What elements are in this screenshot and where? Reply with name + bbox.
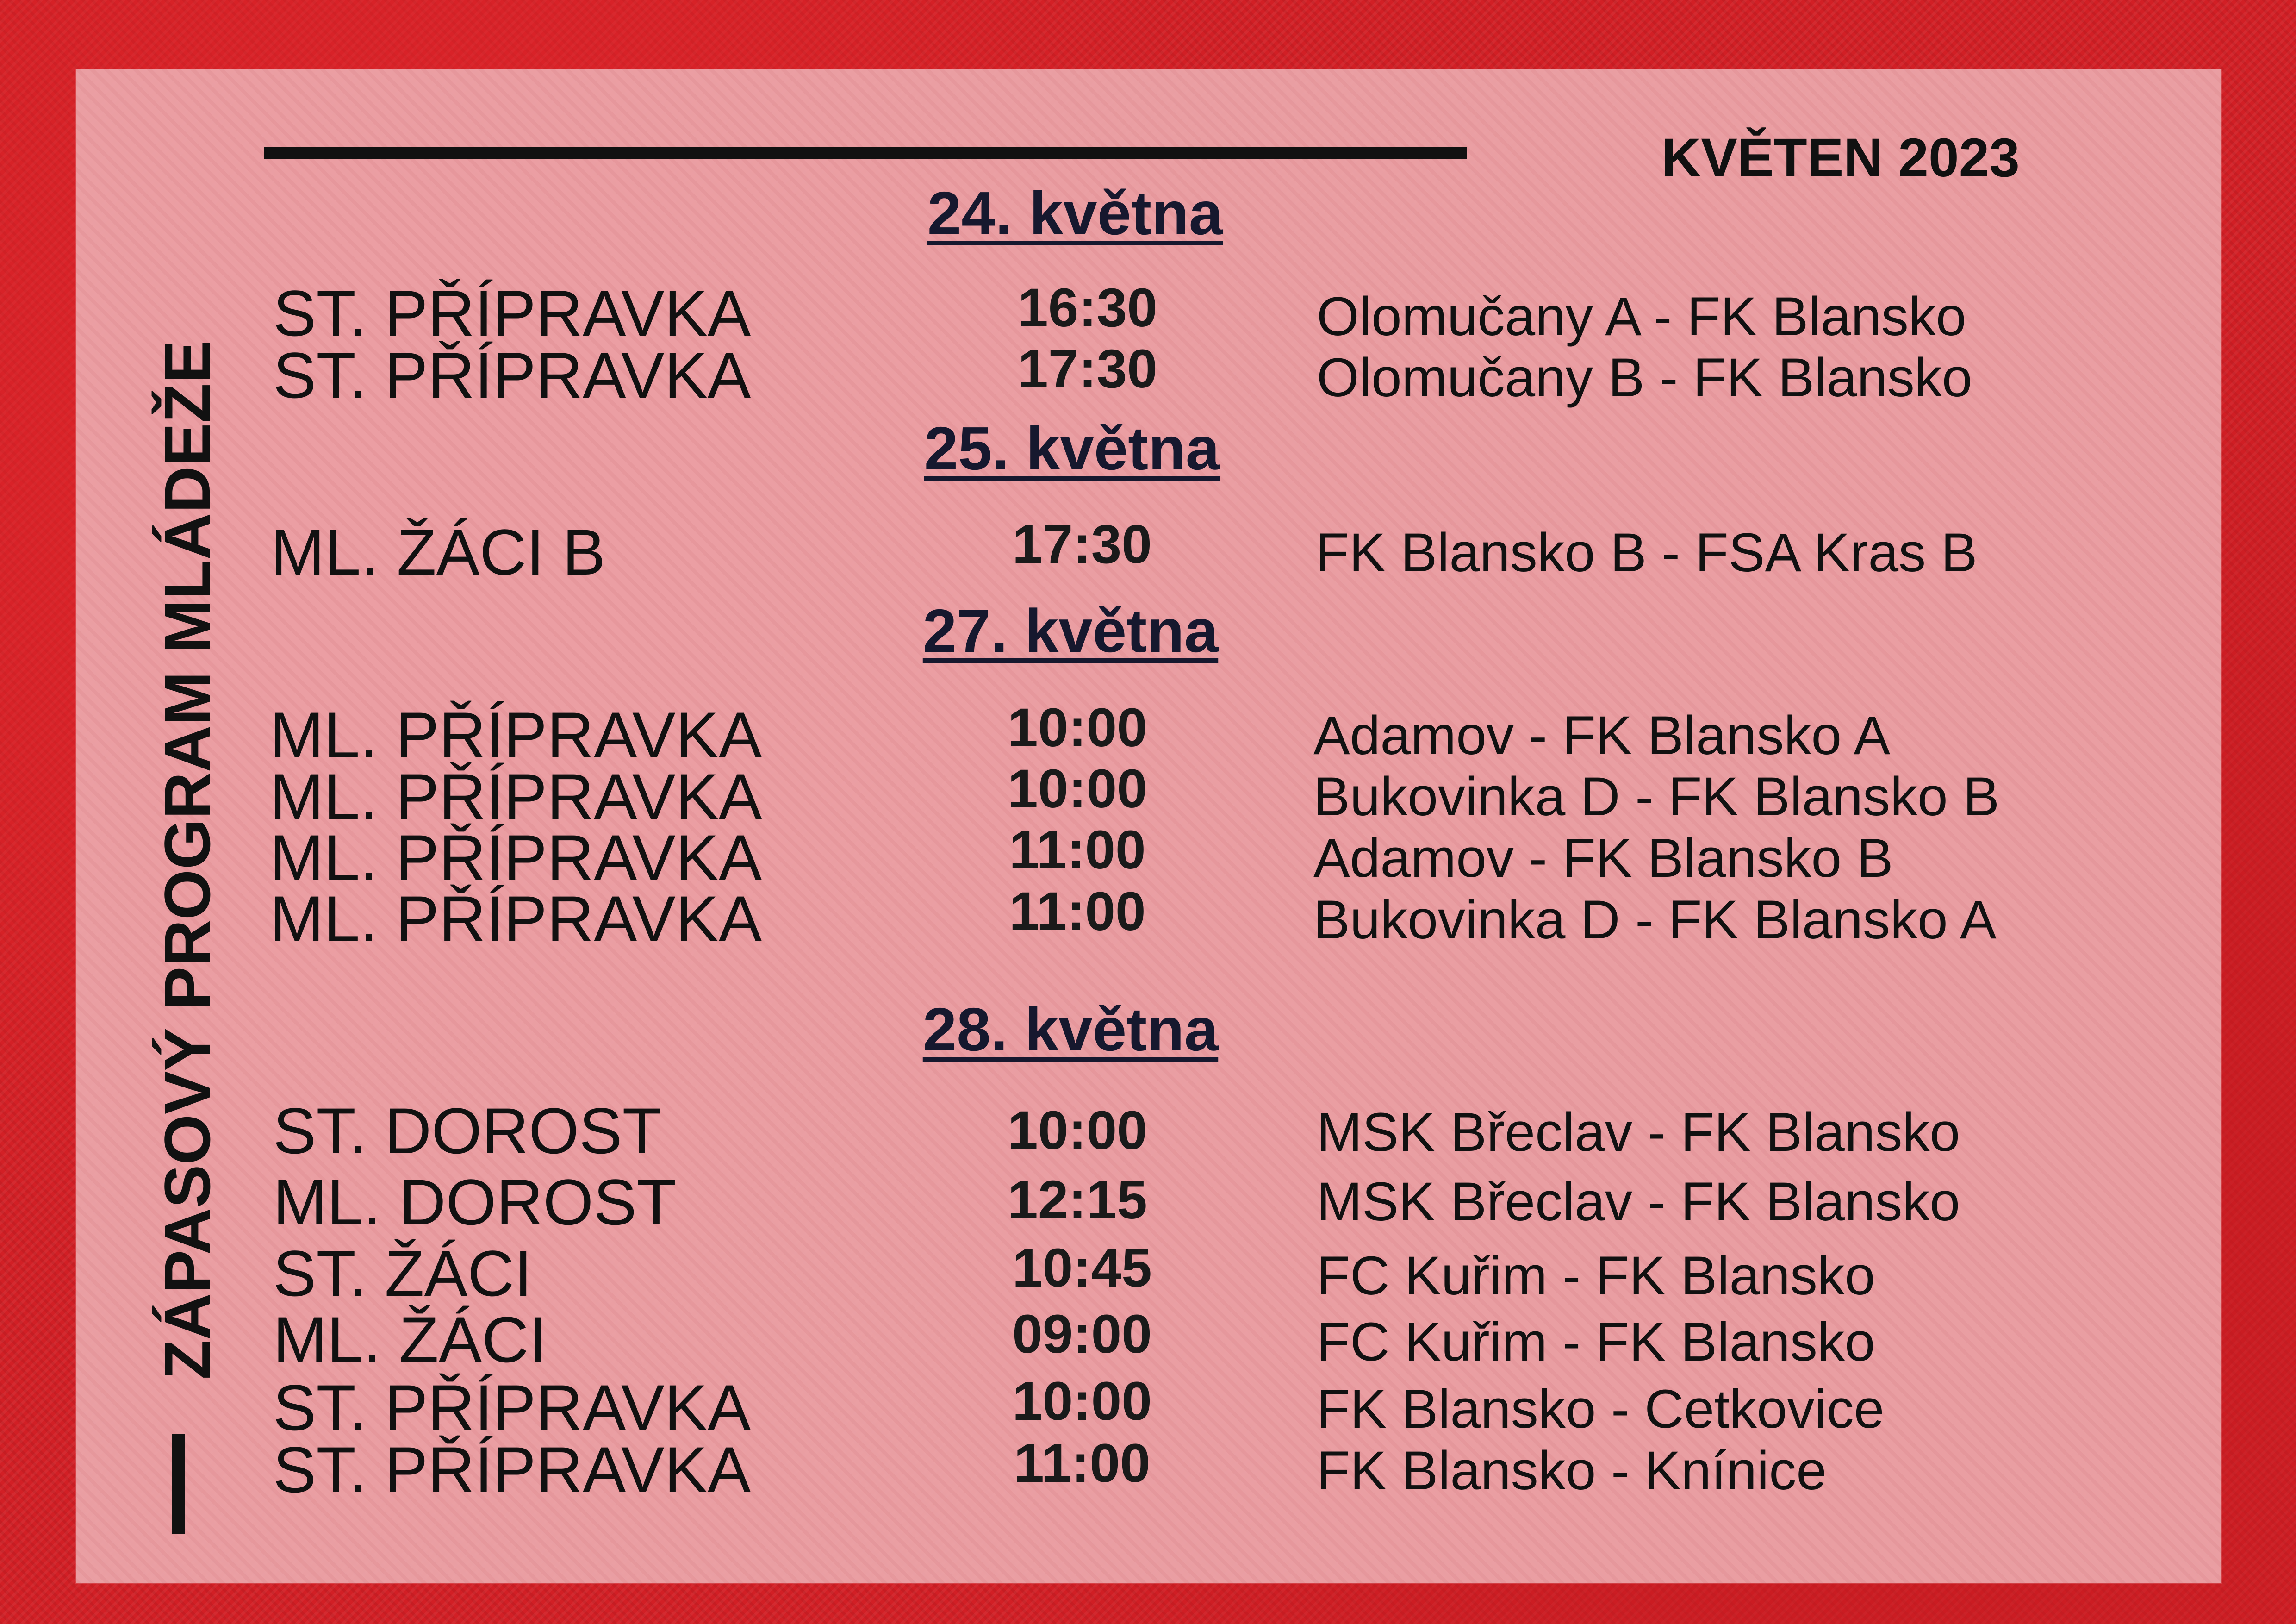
- match-time: 10:00: [1012, 1371, 1152, 1432]
- match-category: ST. ŽÁCI: [273, 1237, 533, 1310]
- side-title: ZÁPASOVÝ PROGRAM MLÁDEŽE: [151, 340, 224, 1380]
- match-teams: MSK Břeclav - FK Blansko: [1317, 1102, 1960, 1163]
- match-time: 17:30: [1012, 514, 1152, 575]
- date-heading: 25. května: [924, 414, 1220, 482]
- match-category: ST. DOROST: [273, 1094, 662, 1167]
- date-heading: 28. května: [922, 995, 1219, 1063]
- match-category: ML. PŘÍPRAVKA: [270, 760, 762, 833]
- match-category: ML. PŘÍPRAVKA: [270, 699, 762, 771]
- date-heading: 24. května: [927, 179, 1223, 247]
- match-teams: Adamov - FK Blansko B: [1313, 828, 1893, 889]
- match-time: 11:00: [1009, 881, 1146, 942]
- match-teams: FK Blansko - Knínice: [1317, 1440, 1827, 1501]
- match-time: 10:00: [1008, 697, 1147, 758]
- match-time: 10:00: [1008, 1100, 1147, 1161]
- match-time: 12:15: [1008, 1169, 1147, 1230]
- match-category: ST. PŘÍPRAVKA: [273, 339, 751, 412]
- match-category: ML. ŽÁCI: [273, 1303, 547, 1376]
- match-teams: FC Kuřim - FK Blansko: [1317, 1312, 1875, 1373]
- date-heading: 27. května: [922, 597, 1219, 665]
- match-category: ML. PŘÍPRAVKA: [270, 821, 762, 894]
- match-teams: Olomučany A - FK Blansko: [1317, 286, 1966, 347]
- match-time: 11:00: [1014, 1433, 1151, 1494]
- match-teams: Bukovinka D - FK Blansko B: [1313, 766, 2000, 827]
- match-teams: FK Blansko B - FSA Kras B: [1316, 522, 1978, 583]
- match-time: 11:00: [1009, 819, 1146, 881]
- match-time: 17:30: [1018, 338, 1157, 400]
- match-category: ST. PŘÍPRAVKA: [273, 1433, 751, 1506]
- match-category: ML. DOROST: [273, 1166, 677, 1238]
- match-teams: Olomučany B - FK Blansko: [1317, 347, 1972, 408]
- match-teams: MSK Břeclav - FK Blansko: [1317, 1171, 1960, 1232]
- match-time: 10:00: [1008, 758, 1147, 819]
- match-time: 10:45: [1012, 1237, 1152, 1299]
- match-time: 09:00: [1012, 1304, 1152, 1365]
- match-teams: Adamov - FK Blansko A: [1313, 705, 1891, 766]
- match-teams: FK Blansko - Cetkovice: [1317, 1379, 1885, 1440]
- side-accent-bar: [172, 1434, 185, 1534]
- top-divider: [264, 147, 1467, 159]
- match-category: ML. PŘÍPRAVKA: [270, 882, 762, 955]
- match-teams: FC Kuřim - FK Blansko: [1317, 1245, 1875, 1306]
- match-teams: Bukovinka D - FK Blansko A: [1313, 889, 1997, 950]
- match-category: ST. PŘÍPRAVKA: [273, 277, 751, 350]
- match-time: 16:30: [1018, 277, 1157, 338]
- month-title: KVĚTEN 2023: [1661, 127, 2020, 188]
- match-category: ML. ŽÁCI B: [271, 516, 606, 588]
- match-category: ST. PŘÍPRAVKA: [273, 1371, 751, 1444]
